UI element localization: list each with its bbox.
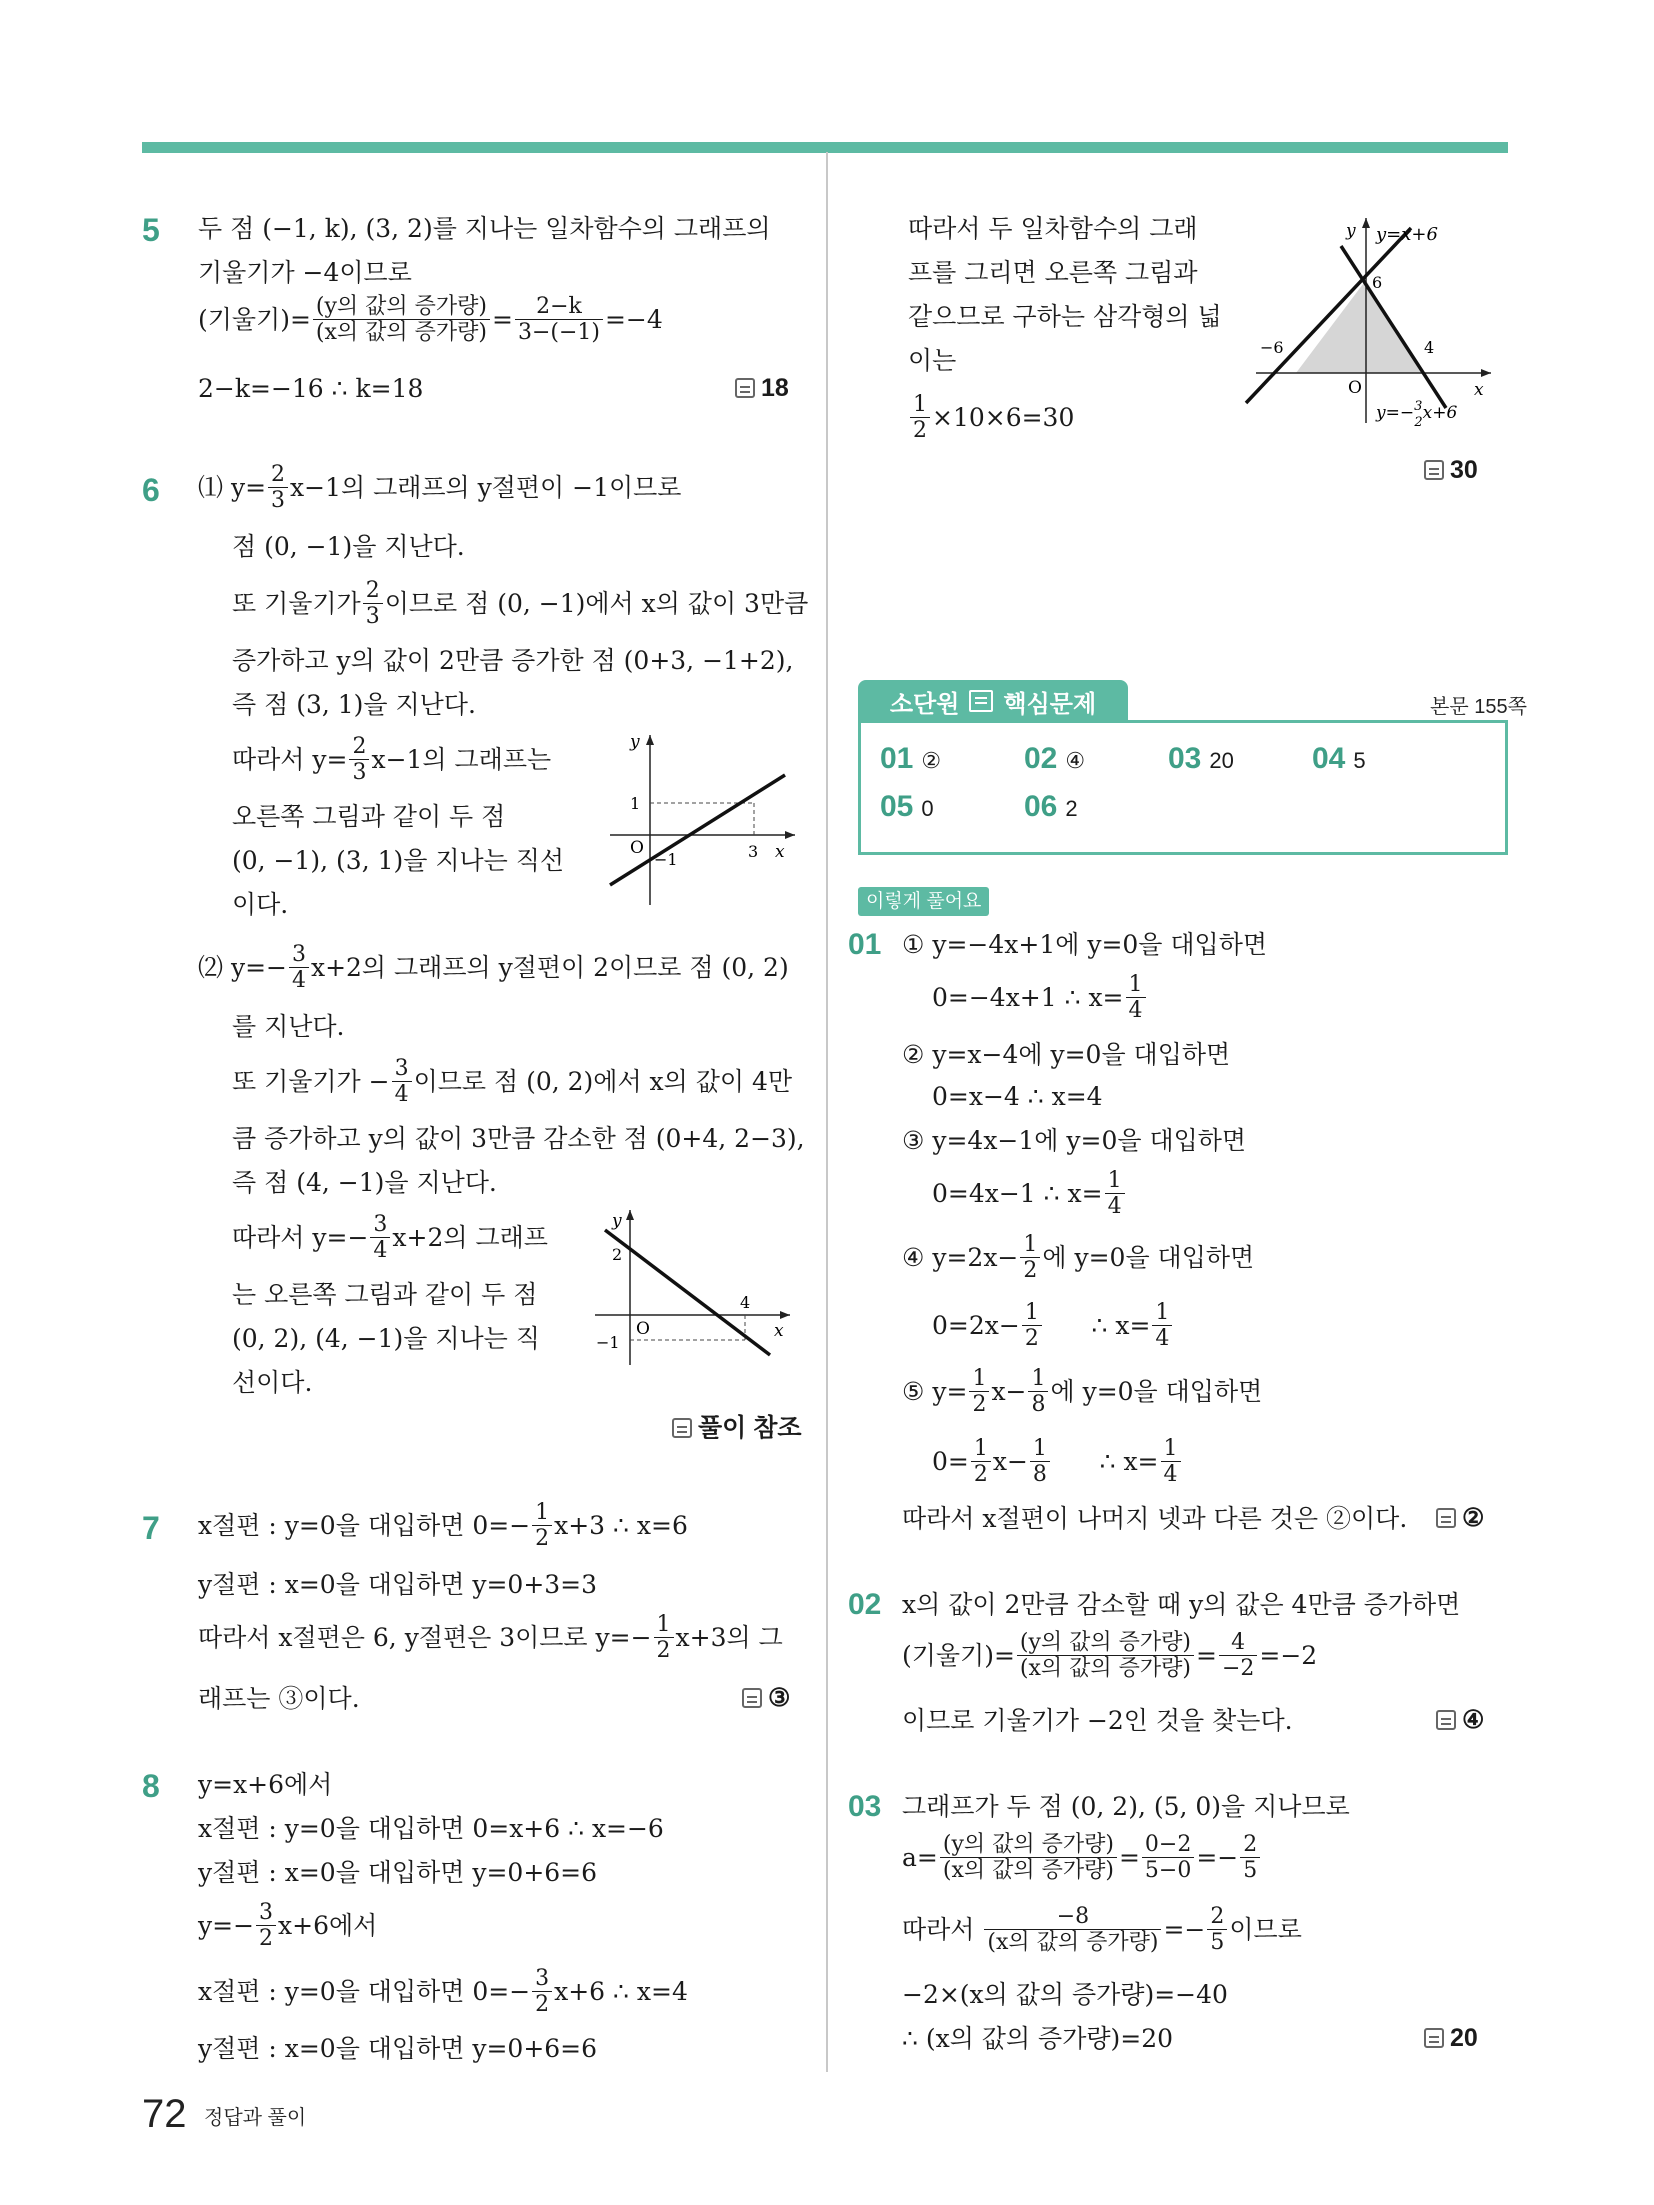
p5-l3a: (기울기)= (198, 305, 311, 335)
answer-icon (742, 1688, 762, 1708)
p7-line-4: 래프는 ③이다. (198, 1684, 360, 1713)
g3-y-label: y (1346, 221, 1356, 241)
problem-8-number: 8 (142, 1768, 160, 1804)
p8c-line-4: 이는 (908, 346, 957, 375)
p5-l3b: =−4 (604, 305, 663, 335)
p7-line-3: 따라서 x절편은 6, y절편은 3이므로 y=− $\frac{1}{2}$ x+3의 그 (198, 1612, 783, 1664)
g3-y-arrow (1362, 218, 1370, 228)
p8c-line-3: 같으므로 구하는 삼각형의 넓 (908, 302, 1222, 331)
p6-graph-2 (590, 1210, 795, 1370)
q03-line-4: −2×(x의 값의 증가량)=−40 (902, 1980, 1228, 2009)
answer-04: 04 5 (1312, 742, 1366, 775)
p6-a-line-1: ⑴ y= $\frac{2}{3}$ x−1의 그래프의 y절편이 −1이므로 (198, 462, 682, 514)
g2-x-label: x (774, 1321, 784, 1341)
g2-tick-4: 4 (740, 1293, 751, 1312)
p7-answer: ③ (742, 1686, 790, 1711)
answer-icon (1436, 1508, 1456, 1528)
g1-tick-3: 3 (748, 842, 759, 861)
answer-06: 06 2 (1024, 790, 1078, 823)
p8-line-1: y=x+6에서 (198, 1770, 333, 1799)
q01-line-8: 0=2x− $\frac{1}{2}$ ∴ x= $\frac{1}{4}$ (932, 1300, 1174, 1352)
p8c-line-2: 프를 그리면 오른쪽 그림과 (908, 258, 1198, 287)
g3-x-label: x (1474, 380, 1484, 400)
g3-triangle-fill-left (1296, 280, 1366, 373)
g2-origin: O (636, 1319, 650, 1339)
p6-b-line-1: ⑵ y=− $\frac{3}{4}$ x+2의 그래프의 y절편이 2이므로 점 (0, 2) (198, 942, 789, 994)
p6-answer: 풀이 참조 (672, 1416, 802, 1441)
q01-line-2: 0=−4x+1 ∴ x= $\frac{1}{4}$ (932, 972, 1148, 1024)
section-header (858, 680, 1128, 722)
p6-b-line-4: 큼 증가하고 y의 값이 3만큼 감소한 점 (0+4, 2−3), (232, 1124, 805, 1153)
g1-origin: O (630, 838, 644, 858)
p6-a-line-3: 또 기울기가 $\frac{2}{3}$ 이므로 점 (0, −1)에서 x의 값이 3만큼 (232, 578, 809, 630)
section-header-label-b: 핵심문제 (1003, 690, 1097, 718)
answer-icon (1424, 460, 1444, 480)
q03-line-5: ∴ (x의 값의 증가량)=20 (902, 2024, 1174, 2053)
q01-line-3: ② y=x−4에 y=0을 대입하면 (902, 1040, 1231, 1069)
g1-tick-1: 1 (630, 794, 641, 813)
g2-y-label: y (612, 1211, 622, 1231)
column-divider (826, 152, 828, 2072)
q03-line-2: a= $\frac{\text{(y의 값의 증가량)}}{\text{(x의 값의 증가량)}}$ = $\frac{0-2}{5-0}$ =− $\frac{2}{5}$ (902, 1832, 1262, 1884)
p6-b-line-7: 는 오른쪽 그림과 같이 두 점 (232, 1280, 538, 1309)
p6-a-line-4: 증가하고 y의 값이 2만큼 증가한 점 (0+3, −1+2), (232, 646, 794, 675)
answer-icon (672, 1418, 692, 1438)
g1-x-arrow (785, 831, 795, 839)
problem-7-number: 7 (142, 1510, 160, 1546)
q01-line-6: 0=4x−1 ∴ x= $\frac{1}{4}$ (932, 1168, 1127, 1220)
p8c-line-1: 따라서 두 일차함수의 그래 (908, 214, 1198, 243)
q01-line-4: 0=x−4 ∴ x=4 (932, 1082, 1103, 1111)
answer-01: 01 ② (880, 742, 942, 775)
p5-line-3 (198, 294, 663, 346)
q01-line-10: 0= $\frac{1}{2}$ x− $\frac{1}{8}$ ∴ x= $\frac{1}{4}$ (932, 1436, 1183, 1488)
p5-eq: = (492, 305, 513, 335)
g3-label-line2: y=−$^3$ 2x+6 (1376, 399, 1458, 430)
g1-x-label: x (775, 842, 785, 862)
q01-line-9: ⑤ y= $\frac{1}{2}$ x− $\frac{1}{8}$ 에 y=0을 대입하면 (902, 1366, 1263, 1418)
q01-line-7: ④ y=2x− $\frac{1}{2}$ 에 y=0을 대입하면 (902, 1232, 1255, 1284)
p6-b-line-6: 따라서 y=− $\frac{3}{4}$ x+2의 그래프 (232, 1212, 548, 1264)
answer-02: 02 ④ (1024, 742, 1086, 775)
solution-tag: 이렇게 풀어요 (858, 887, 989, 916)
g3-label-line1: y=x+6 (1376, 224, 1438, 245)
p5-line-2: 기울기가 −4이므로 (198, 258, 412, 287)
g3-x-arrow (1481, 369, 1491, 377)
section-reference: 본문 155쪽 (1430, 696, 1527, 718)
q01-line-1: ① y=−4x+1에 y=0을 대입하면 (902, 930, 1268, 959)
q01-answer: ② (1436, 1506, 1484, 1531)
g2-tick-2: 2 (612, 1245, 623, 1264)
p8-triangle-graph (1236, 218, 1516, 433)
p6-graph-1 (600, 735, 800, 910)
top-accent-bar (142, 142, 1508, 153)
p6-a-line-8: (0, −1), (3, 1)을 지나는 직선 (232, 846, 565, 875)
problem-5-number: 5 (142, 212, 160, 248)
q01-number: 01 (848, 928, 882, 961)
p6-b-line-2: 를 지난다. (232, 1012, 345, 1041)
p5-answer: 18 (735, 376, 789, 401)
q02-number: 02 (848, 1588, 882, 1621)
p6-a-line-7: 오른쪽 그림과 같이 두 점 (232, 802, 506, 831)
g2-x-arrow (780, 1311, 790, 1319)
g1-y-label: y (630, 735, 640, 752)
p7-line-2: y절편 : x=0을 대입하면 y=0+3=3 (198, 1570, 598, 1599)
q01-line-11: 따라서 x절편이 나머지 넷과 다른 것은 ②이다. (902, 1504, 1408, 1533)
p8c-line-5: $\frac{1}{2}$ ×10×6=30 (908, 392, 1074, 444)
q03-line-3: 따라서 $\frac{-8}{\text{(x의 값의 증가량)}}$ =− $\frac{2}{5}$ 이므로 (902, 1904, 1302, 1956)
p8-line-2: x절편 : y=0을 대입하면 0=x+6 ∴ x=−6 (198, 1814, 664, 1843)
g1-line (610, 775, 785, 885)
q03-line-1: 그래프가 두 점 (0, 2), (5, 0)을 지나므로 (902, 1792, 1350, 1821)
q02-line-3: 이므로 기울기가 −2인 것을 찾는다. (902, 1706, 1293, 1735)
p8-answer: 30 (1424, 458, 1478, 483)
q02-answer: ④ (1436, 1708, 1484, 1733)
page-number: 72 (142, 2092, 187, 2136)
answer-icon (735, 378, 755, 398)
p6-a-line-2: 점 (0, −1)을 지난다. (232, 532, 465, 561)
p8-line-5: x절편 : y=0을 대입하면 0=− $\frac{3}{2}$ x+6 ∴ x=4 (198, 1966, 688, 2018)
section-answer-box (858, 720, 1508, 855)
p5-frac-2: $\frac{2-k}{3-(-1)}$ (515, 294, 603, 346)
q02-line-2: (기울기)= $\frac{\text{(y의 값의 증가량)}}{\text{(x의 값의 증가량)}}$ = $\frac{4}{-2}$ =−2 (902, 1630, 1318, 1682)
p8-line-6: y절편 : x=0을 대입하면 y=0+6=6 (198, 2034, 598, 2063)
g1-y-arrow (646, 735, 654, 745)
q03-answer: 20 (1424, 2026, 1478, 2051)
q01-line-5: ③ y=4x−1에 y=0을 대입하면 (902, 1126, 1247, 1155)
g3-tick-6: 6 (1372, 273, 1383, 292)
section-header-label-a: 소단원 (889, 690, 960, 718)
p8-line-4: y=− $\frac{3}{2}$ x+6에서 (198, 1900, 378, 1952)
answer-icon (1424, 2028, 1444, 2048)
p6-a-line-5: 즉 점 (3, 1)을 지난다. (232, 690, 476, 719)
g2-tick-m1: −1 (596, 1333, 620, 1352)
g3-tick-4: 4 (1424, 338, 1435, 357)
p5-frac-1: $\frac{\text{(y의 값의 증가량)}}{\text{(x의 값의 증가량)}}$ (313, 294, 490, 346)
p5-line-4: 2−k=−16 ∴ k=18 (198, 374, 424, 403)
p6-b-line-5: 즉 점 (4, −1)을 지난다. (232, 1168, 497, 1197)
g3-tick-m6: −6 (1260, 338, 1284, 357)
page-label: 정답과 풀이 (204, 2107, 307, 2129)
p6-a-line-9: 이다. (232, 890, 289, 919)
p6-b-line-3: 또 기울기가 − $\frac{3}{4}$ 이므로 점 (0, 2)에서 x의 값이 4만 (232, 1056, 793, 1108)
p7-line-1: x절편 : y=0을 대입하면 0=− $\frac{1}{2}$ x+3 ∴ x=6 (198, 1500, 688, 1552)
p6-b-line-9: 선이다. (232, 1368, 313, 1397)
p6-a-line-6: 따라서 y= $\frac{2}{3}$ x−1의 그래프는 (232, 734, 552, 786)
problem-6-number: 6 (142, 472, 160, 508)
g1-tick-m1: −1 (654, 850, 678, 869)
p5-line-1: 두 점 (−1, k), (3, 2)를 지나는 일차함수의 그래프의 (198, 214, 771, 243)
answer-03: 03 20 (1168, 742, 1234, 775)
book-icon (969, 690, 993, 712)
g2-y-arrow (626, 1210, 634, 1220)
answer-icon (1436, 1710, 1456, 1730)
q03-number: 03 (848, 1790, 882, 1823)
g3-origin: O (1348, 378, 1362, 398)
q02-line-1: x의 값이 2만큼 감소할 때 y의 값은 4만큼 증가하면 (902, 1590, 1461, 1619)
answer-05: 05 0 (880, 790, 934, 823)
p6-b-line-8: (0, 2), (4, −1)을 지나는 직 (232, 1324, 540, 1353)
p8-line-3: y절편 : x=0을 대입하면 y=0+6=6 (198, 1858, 598, 1887)
